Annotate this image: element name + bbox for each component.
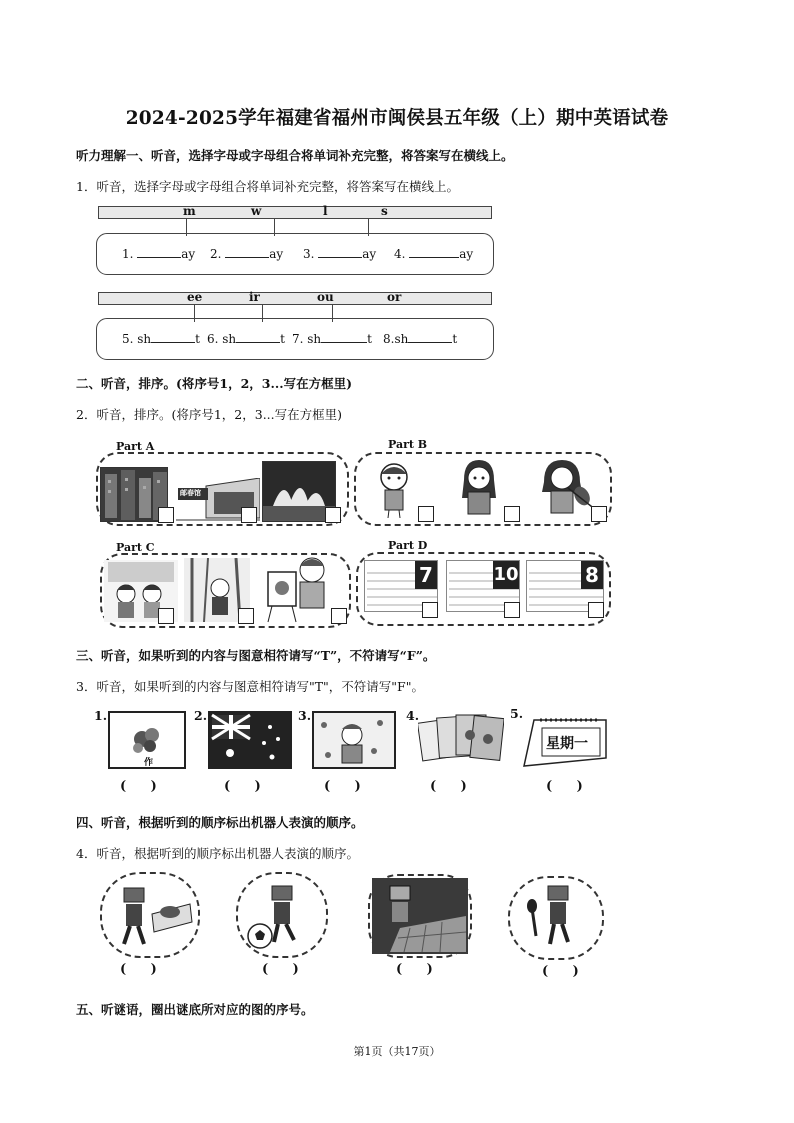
calendar-number: 7 [415, 561, 437, 589]
answer-parens[interactable]: ( ) [120, 779, 167, 794]
answer-parens[interactable]: ( ) [324, 779, 371, 794]
item-number: 3. [298, 708, 312, 723]
flowers-picture [108, 711, 186, 769]
order-box[interactable] [591, 506, 607, 522]
letter-option: s [381, 204, 388, 218]
order-box[interactable] [504, 602, 520, 618]
blank-number: 7. sh [292, 332, 322, 346]
blank-number: 4. [394, 247, 406, 261]
australia-flag-picture [208, 711, 292, 769]
part-d-label: Part D [388, 539, 428, 552]
section-2-heading: 二、听音，排序。(将序号1，2，3...写在方框里) [76, 376, 352, 391]
order-box[interactable] [418, 506, 434, 522]
item-number: 5. [510, 706, 524, 721]
calendar-number: 10 [493, 561, 519, 589]
letter-option: m [183, 204, 196, 218]
item-number: 2. [194, 708, 208, 723]
question-2-text: 2．听音，排序。(将序号1，2，3...写在方框里) [76, 407, 342, 422]
blank-number: 5. sh [122, 332, 152, 346]
order-box[interactable] [238, 608, 254, 624]
letter-option: ee [187, 290, 203, 304]
answer-blank-8[interactable] [408, 332, 452, 343]
letter-option: or [387, 290, 402, 304]
answer-parens[interactable]: ( ) [120, 962, 167, 977]
blank-number: 2. [210, 247, 222, 261]
post-office-sign: 邮春馆 [180, 488, 201, 497]
blank-number: 8.sh [383, 332, 409, 346]
order-box[interactable] [241, 507, 257, 523]
letter-option: ir [249, 290, 260, 304]
answer-blank-1[interactable] [137, 247, 181, 258]
answer-parens[interactable]: ( ) [262, 962, 309, 977]
letter-band-1 [98, 206, 492, 219]
blank-number: 3. [303, 247, 315, 261]
order-box[interactable] [588, 602, 604, 618]
robot-frame-3 [368, 874, 472, 958]
part-c-label: Part C [116, 541, 155, 554]
robot-frame-1 [100, 872, 200, 958]
answer-parens[interactable]: ( ) [546, 779, 593, 794]
order-box[interactable] [331, 608, 347, 624]
question-3-text: 3．听音，如果听到的内容与图意相符请写"T"，不符请写"F"。 [76, 679, 424, 694]
calendar-number: 8 [581, 561, 603, 589]
cards-picture [418, 707, 504, 769]
section-3-heading: 三、听音，如果听到的内容与图意相符请写“T”，不符请写“F”。 [76, 648, 436, 663]
item-number: 1. [94, 708, 108, 723]
answer-blank-7[interactable] [321, 332, 367, 343]
blank-box-2: 5. sh t 6. sh t 7. sh t 8.sh t [96, 318, 494, 360]
girl-violin-picture [538, 458, 598, 518]
weekday-label: 星期一 [546, 736, 588, 752]
girl-doll-picture [368, 460, 424, 518]
item-number: 4. [406, 708, 420, 723]
letter-option: ou [317, 290, 334, 304]
letter-option: w [251, 204, 262, 218]
section-4-heading: 四、听音，根据听到的顺序标出机器人表演的顺序。 [76, 815, 364, 830]
blank-box-1: 1. ay 2. ay 3. ay 4. ay [96, 233, 494, 275]
answer-parens[interactable]: ( ) [396, 962, 443, 977]
section-1-heading: 听力理解一、听音，选择字母或字母组合将单词补充完整，将答案写在横线上。 [76, 148, 514, 163]
blank-number: 1. [122, 247, 134, 261]
robot-frame-2 [236, 872, 328, 958]
page-footer: 第1页（共17页） [353, 1045, 441, 1058]
part-a-label: Part A [116, 440, 155, 453]
man-autumn-picture [312, 711, 396, 769]
answer-parens[interactable]: ( ) [542, 964, 589, 979]
girl-picture [456, 458, 502, 518]
order-box[interactable] [158, 507, 174, 523]
answer-blank-2[interactable] [225, 247, 269, 258]
answer-blank-4[interactable] [409, 247, 459, 258]
part-b-label: Part B [388, 438, 428, 451]
answer-blank-3[interactable] [318, 247, 362, 258]
answer-blank-5[interactable] [151, 332, 195, 343]
blank-number: 6. sh [207, 332, 237, 346]
robot-frame-4 [508, 876, 604, 960]
letter-option: l [323, 204, 328, 218]
order-box[interactable] [158, 608, 174, 624]
boy-painting-picture [264, 552, 332, 624]
order-box[interactable] [422, 602, 438, 618]
answer-blank-6[interactable] [236, 332, 280, 343]
section-5-heading: 五、听谜语，圈出谜底所对应的图的序号。 [76, 1002, 314, 1017]
picture-caption: 作 [144, 758, 154, 768]
question-1-text: 1．听音，选择字母或字母组合将单词补充完整，将答案写在横线上。 [76, 179, 459, 194]
question-4-text: 4．听音，根据听到的顺序标出机器人表演的顺序。 [76, 846, 359, 861]
answer-parens[interactable]: ( ) [430, 779, 477, 794]
order-box[interactable] [504, 506, 520, 522]
answer-parens[interactable]: ( ) [224, 779, 271, 794]
order-box[interactable] [325, 507, 341, 523]
page-title: 2024-2025学年福建省福州市闽侯县五年级（上）期中英语试卷 [125, 108, 669, 129]
letter-band-2 [98, 292, 492, 305]
